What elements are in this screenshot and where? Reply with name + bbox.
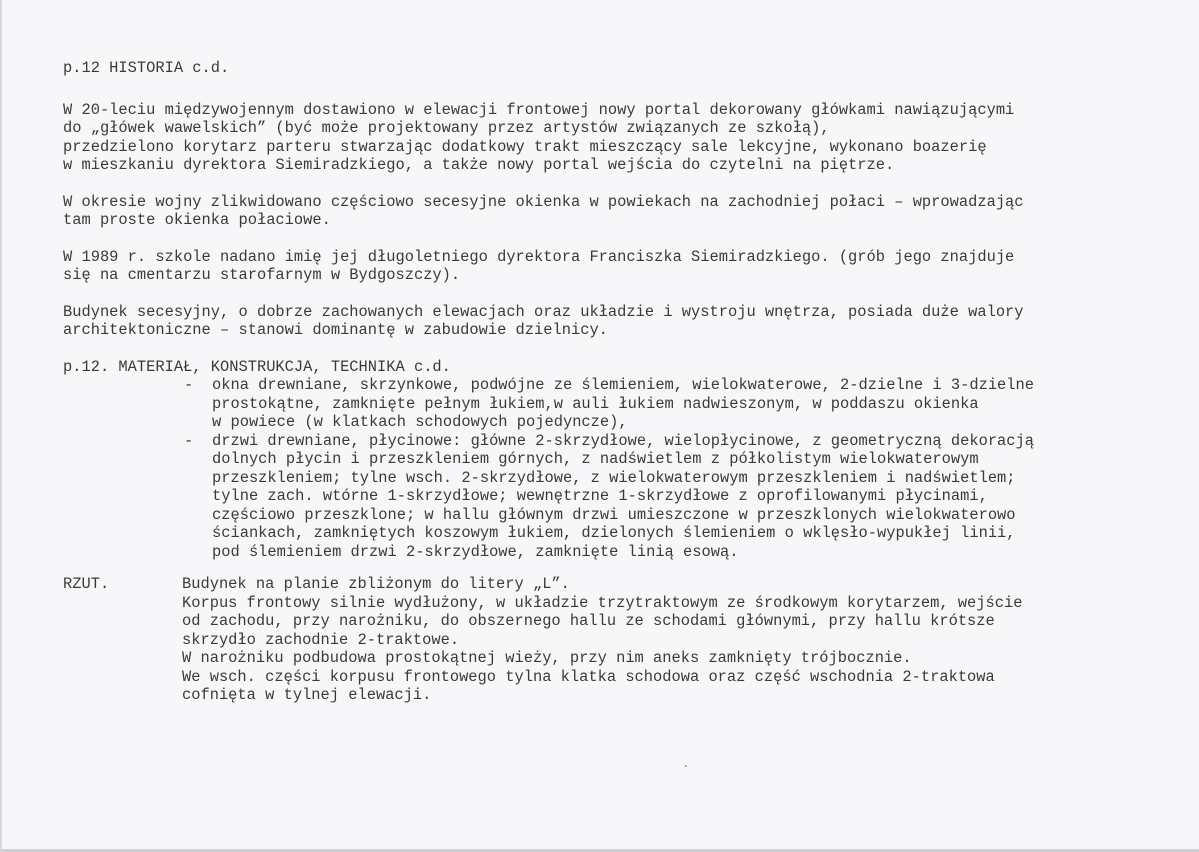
text-line: Korpus frontowy silnie wydłużony, w układzie trzytraktowym ze środkowym korytarzem, wejście — [182, 593, 1023, 612]
text-line: W 1989 r. szkole nadano imię jej długoletniego dyrektora Franciszka Siemiradzkiego. (grób jego znajduje — [63, 247, 1015, 266]
text-line: w mieszkaniu dyrektora Siemiradzkiego, a także nowy portal wejścia do czytelni na piętrze. — [63, 156, 895, 174]
section-heading-material: p.12. MATERIAŁ, KONSTRUKCJA, TECHNIKA c.d. — [63, 357, 451, 376]
text-line: okna drewniane, skrzynkowe, podwójne ze ślemieniem, wielokwaterowe, 2-dzielne i 3-dzielne — [212, 376, 1034, 394]
text-line: dolnych płycin i przeszkleniem górnych, z nadświetlem z półkolistym wielokwaterowym — [212, 450, 979, 468]
text-line: pod ślemieniem drzwi 2-skrzydłowe, zamknięte linią esową. — [212, 542, 739, 561]
text-line: przedzielono korytarz parteru stwarzając dodatkowy trakt mieszczący sale lekcyjne, wykonano boazerię — [63, 137, 987, 156]
section-label-rzut: RZUT. — [63, 575, 110, 593]
text-line: tylne zach. wtórne 1-skrzydłowe; wewnętrzne 1-skrzydłowe z oprofilowanymi płycinami, — [212, 487, 988, 505]
section-rzut — [63, 575, 1183, 705]
paragraph-war — [63, 193, 1183, 230]
text-line: We wsch. części korpusu frontowego tylna klatka schodowa oraz część wschodnia 2-traktowa — [182, 667, 995, 686]
list-item-windows — [63, 376, 1183, 432]
section-heading-historia: p.12 HISTORIA c.d. — [63, 59, 230, 77]
text-line: W okresie wojny zlikwidowano częściowo secesyjne okienka w powiekach na zachodniej połaci – wprowadzając — [63, 192, 1024, 211]
text-line: przeszkleniem; tylne wsch. 2-skrzydłowe, z wielokwaterowym przeszkleniem i nadświetlem; — [212, 468, 1016, 487]
bullet-dash: - — [184, 431, 194, 450]
bullet-dash: - — [184, 376, 194, 394]
text-line: prostokątne, zamknięte pełnym łukiem,w auli łukiem nadwieszonym, w poddaszu okienka — [212, 394, 979, 413]
paragraph-summary — [63, 303, 1183, 340]
text-line: Budynek secesyjny, o dobrze zachowanych elewacjach oraz układzie i wystroju wnętrza, posiada duże walory — [63, 302, 1024, 321]
section-material — [63, 358, 1183, 562]
text-line: W 20-leciu międzywojennym dostawiono w elewacji frontowej nowy portal dekorowany główkami nawiązującymi — [63, 100, 1015, 119]
text-line: skrzydło zachodnie 2-traktowe. — [182, 630, 460, 649]
text-line: się na cmentarzu starofarnym w Bydgoszczy). — [63, 266, 461, 284]
text-line: W narożniku podbudowa prostokątnej wieży, przy nim aneks zamknięty trójbocznie. — [182, 649, 912, 667]
paragraph-1989 — [63, 248, 1183, 285]
text-line: częściowo przeszklone; w hallu głównym drzwi umieszczone w przeszklonych wielokwaterowo — [212, 505, 1016, 524]
text-line: cofnięta w tylnej elewacji. — [182, 686, 432, 704]
list-item-doors — [63, 432, 1183, 562]
text-line: drzwi drewniane, płycinowe: główne 2-skrzydłowe, wielopłycinowe, z geometryczną dekoracją — [212, 431, 1034, 450]
paper-speck — [685, 765, 687, 767]
text-line: Budynek na planie zbliżonym do litery „L”. — [182, 575, 570, 593]
text-line: ściankach, zamkniętych koszowym łukiem, dzielonych ślemieniem o wklęsło-wypukłej linii, — [212, 524, 1016, 542]
text-line: od zachodu, przy narożniku, do obszernego hallu ze schodami głównymi, przy hallu krótsze — [182, 612, 995, 630]
document-content — [63, 59, 1183, 705]
text-line: do „główek wawelskich” (być może projektowany przez artystów związanych ze szkołą), — [63, 119, 830, 137]
text-line: tam proste okienka połaciowe. — [63, 211, 331, 229]
text-line: w powiece (w klatkach schodowych pojedyncze), — [212, 413, 628, 431]
text-line: architektoniczne – stanowi dominantę w zabudowie dzielnicy. — [63, 321, 608, 339]
paragraph-interwar — [63, 101, 1183, 175]
